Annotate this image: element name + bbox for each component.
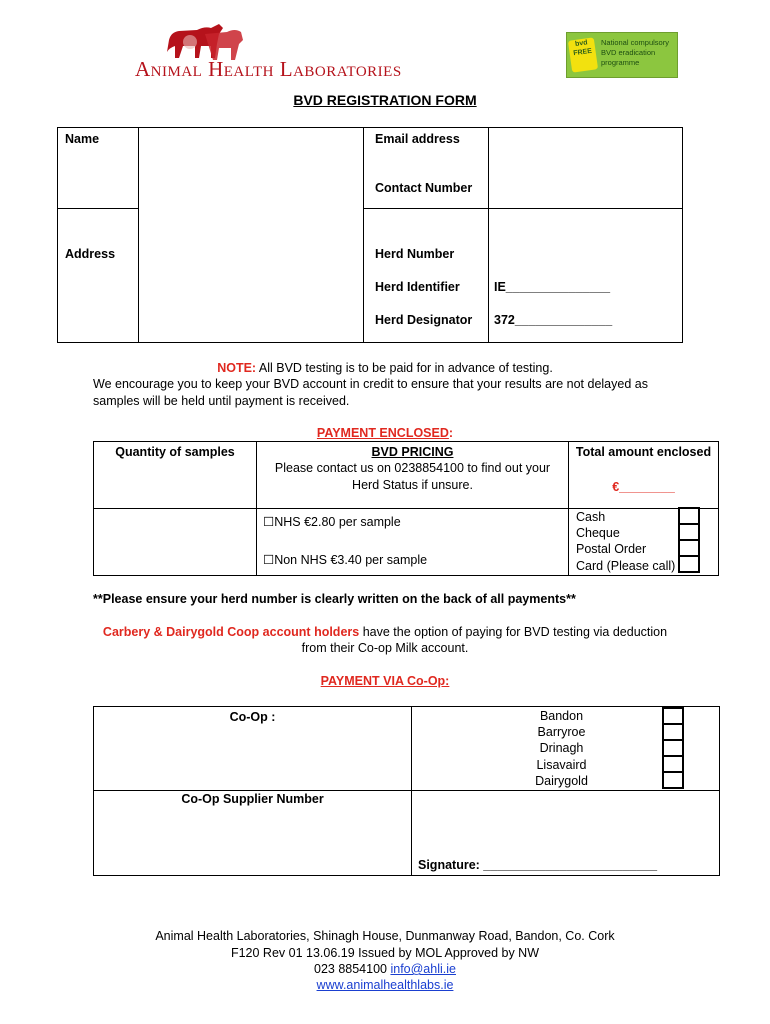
coop-bandon: Bandon: [539, 709, 584, 723]
note-prefix: NOTE:: [217, 361, 257, 375]
bvd-free-badge: [566, 32, 678, 78]
herd-identifier-value[interactable]: IE_______________: [494, 280, 611, 294]
herd-identifier-label: Herd Identifier: [375, 280, 460, 294]
email-field[interactable]: [489, 128, 682, 168]
supplier-number-label: Co-Op Supplier Number: [181, 792, 324, 806]
coop-table: [93, 706, 720, 876]
email-label: Email address: [375, 132, 460, 146]
contact-field[interactable]: [489, 168, 682, 208]
animals-logo-icon: [157, 22, 257, 62]
coop-dairygold: Dairygold: [535, 774, 588, 788]
herd-number-label: Herd Number: [375, 247, 455, 261]
herd-designator-value[interactable]: 372______________: [494, 313, 613, 327]
nhs-option[interactable]: ☐NHS €2.80 per sample: [263, 515, 401, 529]
dairygold-checkbox[interactable]: [662, 771, 684, 789]
signature-line[interactable]: Signature: _________________________: [418, 858, 658, 872]
payment-table: [93, 441, 719, 576]
lab-name: Animal Health Laboratories: [135, 57, 402, 81]
name-field[interactable]: [139, 128, 363, 208]
coop-note-line-2: from their Co-op Milk account.: [301, 641, 469, 655]
pricing-line-1: Please contact us on 0238854100 to find out your: [274, 461, 551, 475]
form-title: BVD REGISTRATION FORM: [293, 92, 477, 108]
name-label: Name: [65, 132, 100, 146]
coop-label: Co-Op :: [229, 710, 276, 724]
herd-designator-label: Herd Designator: [375, 313, 473, 327]
coop-drinagh: Drinagh: [539, 741, 584, 755]
address-field[interactable]: [139, 209, 363, 342]
contact-label: Contact Number: [375, 181, 473, 195]
footer-contact: 023 8854100 info@ahli.ie: [314, 962, 456, 976]
footer-website: [0, 978, 770, 992]
coop-lisavaird: Lisavaird: [536, 758, 587, 772]
footer-address: Animal Health Laboratories, Shinagh House, Dunmanway Road, Bandon, Co. Cork: [155, 929, 615, 943]
pricing-header: BVD PRICING: [371, 445, 454, 459]
herd-number-reminder: **Please ensure your herd number is clearly written on the back of all payments**: [93, 592, 576, 606]
footer-website-link[interactable]: www.animalhealthlabs.ie: [316, 978, 454, 992]
method-postal: Postal Order: [576, 542, 647, 556]
supplier-number-field[interactable]: [412, 791, 719, 851]
address-label: Address: [65, 247, 116, 261]
coop-barryroe: Barryroe: [537, 725, 586, 739]
quantity-field[interactable]: [94, 509, 256, 575]
details-table: [57, 127, 683, 343]
qty-header: Quantity of samples: [115, 445, 235, 459]
badge-text: National compulsory BVD eradication programme: [601, 38, 669, 67]
card-checkbox[interactable]: [678, 555, 700, 573]
method-cash: Cash: [576, 510, 606, 524]
method-card: Card (Please call): [576, 559, 676, 573]
total-value[interactable]: €________: [612, 480, 675, 494]
note-line-1: NOTE: All BVD testing is to be paid for in advance of testing.: [217, 361, 553, 375]
footer-rev: F120 Rev 01 13.06.19 Issued by MOL Approved by NW: [230, 946, 540, 960]
note-line-2: We encourage you to keep your BVD account in credit to ensure that your results are not delayed as: [93, 377, 648, 391]
footer-email-link[interactable]: info@ahli.ie: [390, 962, 456, 976]
payment-enclosed-heading: PAYMENT ENCLOSED:: [316, 426, 454, 440]
non-nhs-option[interactable]: ☐Non NHS €3.40 per sample: [263, 553, 428, 567]
payment-coop-heading: PAYMENT VIA Co-Op:: [320, 674, 450, 688]
note-line-3: samples will be held until payment is received.: [93, 394, 350, 408]
coop-note-line-1: Carbery & Dairygold Coop account holders have the option of paying for BVD testing via deduction: [102, 625, 668, 639]
pricing-line-2: Herd Status if unsure.: [352, 478, 473, 492]
bvd-tag-icon: bvd FREE: [568, 37, 598, 72]
method-cheque: Cheque: [576, 526, 620, 540]
total-header: Total amount enclosed: [575, 445, 712, 459]
lab-logo: [135, 22, 495, 82]
